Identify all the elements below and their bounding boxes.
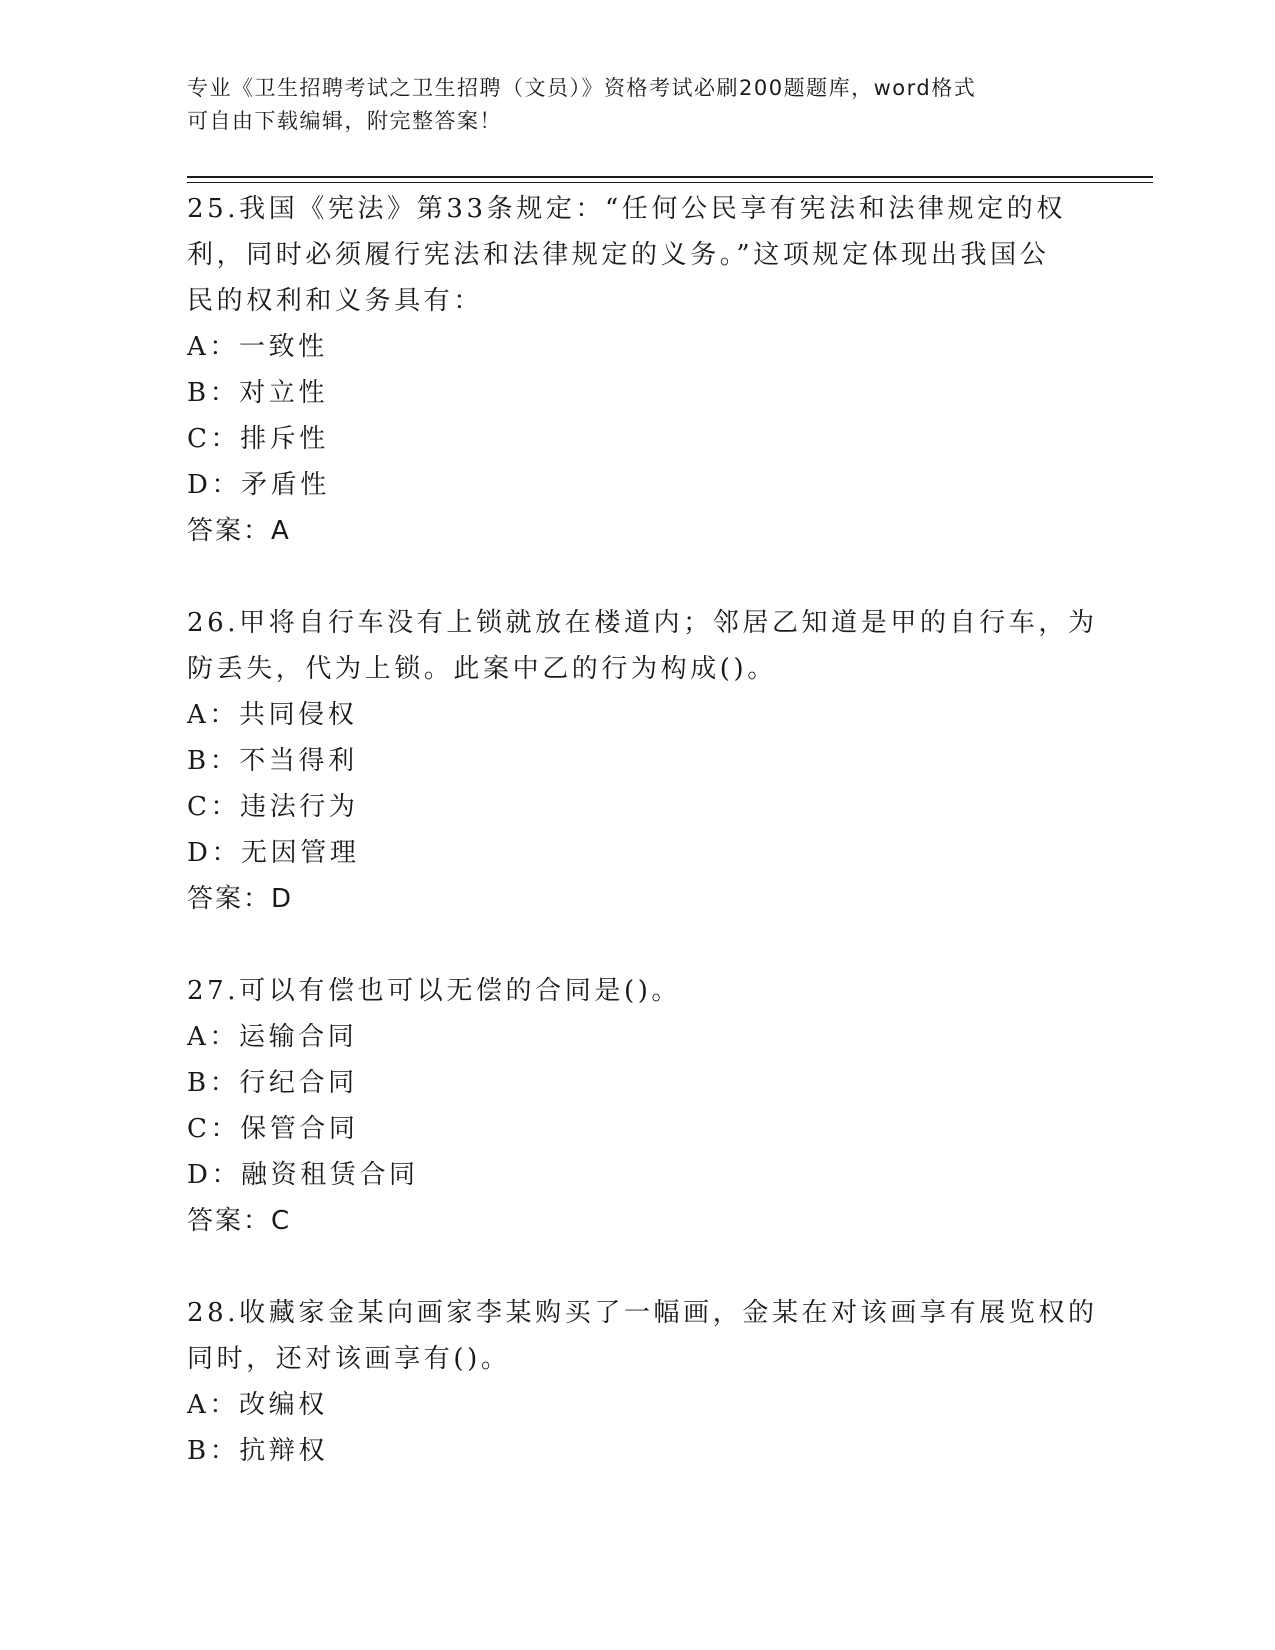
question-spacer [187, 922, 1087, 968]
question-stem [187, 1290, 1098, 1382]
header-title-line-2: 可自由下载编辑，附完整答案！ [187, 109, 502, 133]
option-b: B：抗辩权 [187, 1436, 329, 1466]
document-header [187, 72, 1087, 138]
stem-line: 防丢失，代为上锁。此案中乙的行为构成()。 [187, 654, 777, 684]
option-b: B：行纪合同 [187, 1068, 358, 1098]
option-d: D：融资租赁合同 [187, 1160, 419, 1190]
stem-line: 利，同时必须履行宪法和法律规定的义务。”这项规定体现出我国公 [187, 240, 1050, 270]
question-spacer [187, 1244, 1087, 1290]
stem-line: 26.甲将自行车没有上锁就放在楼道内；邻居乙知道是甲的自行车，为 [187, 608, 1098, 638]
question-25 [187, 186, 1087, 554]
question-28 [187, 1290, 1098, 1474]
answer: 答案：A [187, 516, 291, 546]
stem-line: 28.收藏家金某向画家李某购买了一幅画，金某在对该画享有展览权的 [187, 1298, 1098, 1328]
stem-line: 27.可以有偿也可以无偿的合同是()。 [187, 976, 682, 1006]
option-a: A：运输合同 [187, 1022, 358, 1052]
question-stem [187, 186, 1087, 324]
question-stem [187, 968, 1087, 1014]
answer: 答案：D [187, 884, 294, 914]
question-27 [187, 968, 1087, 1244]
header-divider-thin [187, 182, 1153, 183]
question-stem [187, 600, 1098, 692]
question-list [187, 186, 1098, 1474]
question-spacer [187, 554, 1087, 600]
answer: 答案：C [187, 1206, 292, 1236]
stem-line: 民的权利和义务具有： [187, 286, 484, 316]
question-26 [187, 600, 1098, 922]
option-c: C：保管合同 [187, 1114, 359, 1144]
option-b: B：不当得利 [187, 746, 358, 776]
option-c: C：违法行为 [187, 792, 359, 822]
option-d: D：矛盾性 [187, 470, 330, 500]
stem-line: 25.我国《宪法》第33条规定：“任何公民享有宪法和法律规定的权 [187, 194, 1066, 224]
option-c: C：排斥性 [187, 424, 329, 454]
header-divider-thick [187, 176, 1153, 178]
header-title-line-1: 专业《卫生招聘考试之卫生招聘（文员）》资格考试必刷200题题库，word格式 [187, 76, 977, 100]
option-b: B：对立性 [187, 378, 329, 408]
option-a: A：一致性 [187, 332, 328, 362]
option-a: A：改编权 [187, 1390, 328, 1420]
stem-line: 同时，还对该画享有()。 [187, 1344, 511, 1374]
option-d: D：无因管理 [187, 838, 360, 868]
option-a: A：共同侵权 [187, 700, 358, 730]
